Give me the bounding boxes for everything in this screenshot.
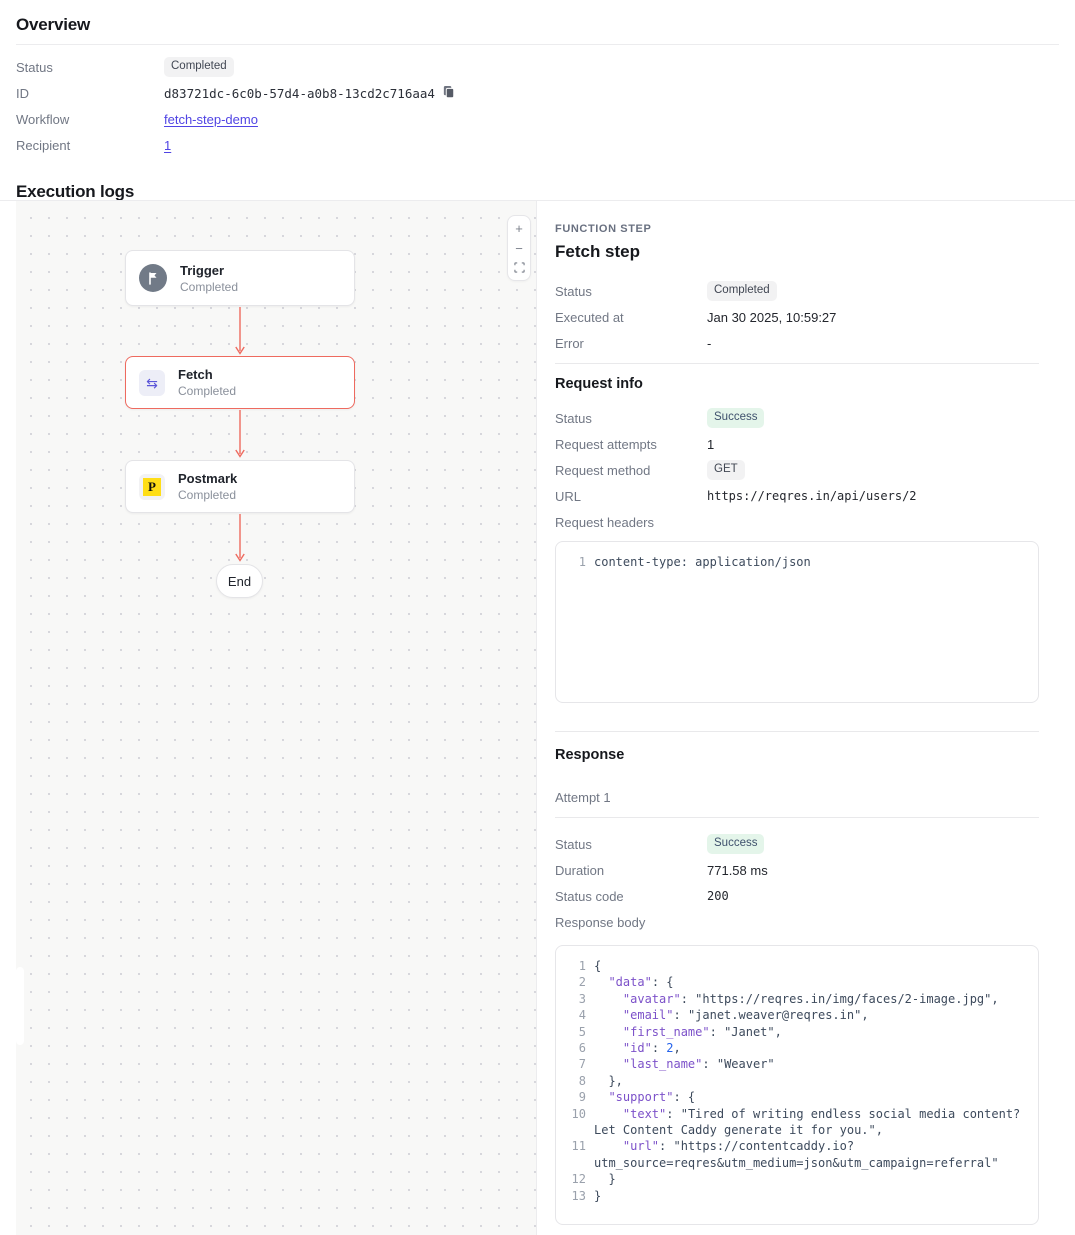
code-line: 8 }, bbox=[578, 1073, 623, 1088]
request-method-row bbox=[555, 457, 1039, 483]
error-label: Error bbox=[555, 335, 584, 351]
node-title: Postmark bbox=[178, 471, 238, 486]
id-row bbox=[16, 80, 1059, 106]
request-headers-code bbox=[555, 541, 1039, 703]
code-line: 5 "first_name": "Janet", bbox=[578, 1024, 782, 1039]
divider bbox=[16, 44, 1059, 45]
request-headers-label: Request headers bbox=[555, 514, 655, 530]
workflow-link[interactable]: fetch-step-demo bbox=[164, 111, 258, 127]
node-title: Fetch bbox=[178, 367, 213, 382]
canvas-zoom-controls bbox=[507, 215, 531, 281]
response-body-label: Response body bbox=[555, 914, 646, 930]
node-title: Trigger bbox=[180, 262, 225, 278]
request-status-badge: Success bbox=[707, 408, 764, 428]
zoom-out-button[interactable]: − bbox=[508, 238, 530, 258]
fit-view-button[interactable] bbox=[508, 258, 530, 278]
response-status-badge: Success bbox=[707, 834, 764, 854]
divider bbox=[555, 817, 1039, 818]
workflow-label: Workflow bbox=[16, 111, 70, 127]
code-line: 1 { bbox=[578, 959, 602, 973]
recipient-link[interactable]: 1 bbox=[164, 137, 172, 153]
edge-trigger-fetch bbox=[234, 307, 246, 359]
request-method-label: Request method bbox=[555, 462, 651, 478]
execution-logs-body bbox=[0, 200, 1075, 1235]
node-status: Completed bbox=[178, 384, 237, 398]
request-status-row bbox=[555, 405, 1039, 431]
response-status-code-row bbox=[555, 883, 1039, 909]
id-value: d83721dc-6c0b-57d4-a0b8-13cd2c716aa4 bbox=[164, 85, 435, 101]
status-label: Status bbox=[555, 283, 592, 299]
divider bbox=[555, 363, 1039, 364]
overview-title: Overview bbox=[16, 15, 91, 34]
response-status-code-label: Status code bbox=[555, 888, 624, 904]
response-duration-row bbox=[555, 857, 1039, 883]
step-overview-rows bbox=[555, 278, 1039, 356]
execution-logs-title: Execution logs bbox=[16, 182, 135, 201]
step-type-kicker: FUNCTION STEP bbox=[555, 223, 652, 235]
executed-at-value: Jan 30 2025, 10:59:27 bbox=[707, 309, 837, 325]
code-line: 3 "avatar": "https://reqres.in/img/faces/2-image.jpg", bbox=[578, 991, 999, 1006]
postmark-p-icon: P bbox=[139, 474, 165, 500]
copy-icon bbox=[442, 85, 455, 102]
status-row bbox=[16, 54, 1059, 80]
node-fetch[interactable] bbox=[125, 356, 355, 409]
node-status: Completed bbox=[180, 279, 239, 294]
response-body-row bbox=[555, 909, 1039, 935]
id-label: ID bbox=[16, 85, 29, 101]
fullscreen-icon bbox=[514, 261, 525, 276]
step-title: Fetch step bbox=[555, 242, 641, 261]
request-status-label: Status bbox=[555, 410, 592, 426]
code-line: 7 "last_name": "Weaver" bbox=[578, 1057, 775, 1072]
workflow-row bbox=[16, 106, 1059, 132]
flag-icon bbox=[139, 264, 167, 292]
overview-rows bbox=[16, 54, 1059, 158]
response-rows bbox=[555, 831, 1039, 935]
request-url-label: URL bbox=[555, 488, 582, 504]
code-line: 2 "data": { bbox=[578, 975, 674, 990]
status-badge: Completed bbox=[164, 57, 234, 77]
node-trigger[interactable] bbox=[125, 250, 355, 306]
request-method-badge: GET bbox=[707, 460, 745, 480]
response-body-code bbox=[555, 945, 1039, 1225]
executed-at-label: Executed at bbox=[555, 309, 624, 325]
response-title: Response bbox=[555, 747, 625, 763]
request-headers-row bbox=[555, 509, 1039, 535]
code-line: 12 } bbox=[571, 1172, 616, 1187]
copy-id-button[interactable] bbox=[442, 85, 455, 102]
response-duration-label: Duration bbox=[555, 862, 605, 878]
response-status-label: Status bbox=[555, 836, 592, 852]
swap-arrows-icon: ⇆ bbox=[139, 370, 165, 396]
request-info-rows bbox=[555, 405, 1039, 535]
attempt-label: Attempt 1 bbox=[555, 790, 611, 805]
request-url-row bbox=[555, 483, 1039, 509]
edge-fetch-postmark bbox=[234, 410, 246, 462]
status-row bbox=[555, 278, 1039, 304]
step-detail-panel bbox=[537, 201, 1075, 1235]
request-attempts-row bbox=[555, 431, 1039, 457]
code-line: 11 "url": "https://contentcaddy.io?utm_source=reqres&utm_medium=json&utm_campaign=referral" bbox=[571, 1139, 999, 1170]
request-attempts-label: Request attempts bbox=[555, 436, 657, 452]
overview-section bbox=[0, 0, 1075, 158]
canvas-scrollbar[interactable] bbox=[16, 967, 24, 1045]
node-status: Completed bbox=[178, 488, 237, 502]
node-end[interactable]: End bbox=[216, 564, 263, 598]
workflow-canvas[interactable] bbox=[16, 201, 537, 1235]
error-value: - bbox=[707, 335, 712, 351]
response-status-code-value: 200 bbox=[707, 889, 729, 903]
code-line: 9 "support": { bbox=[578, 1090, 696, 1105]
divider bbox=[555, 731, 1039, 732]
status-badge: Completed bbox=[707, 281, 777, 301]
code-line: 6 "id": 2, bbox=[578, 1041, 681, 1056]
code-line: 13 } bbox=[571, 1188, 602, 1203]
request-url-value: https://reqres.in/api/users/2 bbox=[707, 489, 917, 503]
code-line: 1 content-type: application/json bbox=[578, 555, 811, 569]
response-status-row bbox=[555, 831, 1039, 857]
executed-at-row bbox=[555, 304, 1039, 330]
recipient-label: Recipient bbox=[16, 137, 71, 153]
zoom-in-button[interactable]: + bbox=[508, 218, 530, 238]
request-attempts-value: 1 bbox=[707, 436, 715, 452]
code-line: 4 "email": "janet.weaver@reqres.in", bbox=[578, 1008, 869, 1023]
status-label: Status bbox=[16, 59, 53, 75]
node-postmark[interactable] bbox=[125, 460, 355, 513]
code-line: 10 "text": "Tired of writing endless social media content? Let Content Caddy generate it for you.", bbox=[571, 1106, 1028, 1138]
request-info-title: Request info bbox=[555, 376, 643, 392]
recipient-row bbox=[16, 132, 1059, 158]
error-row bbox=[555, 330, 1039, 356]
response-duration-value: 771.58 ms bbox=[707, 862, 768, 878]
edge-postmark-end bbox=[234, 514, 246, 566]
